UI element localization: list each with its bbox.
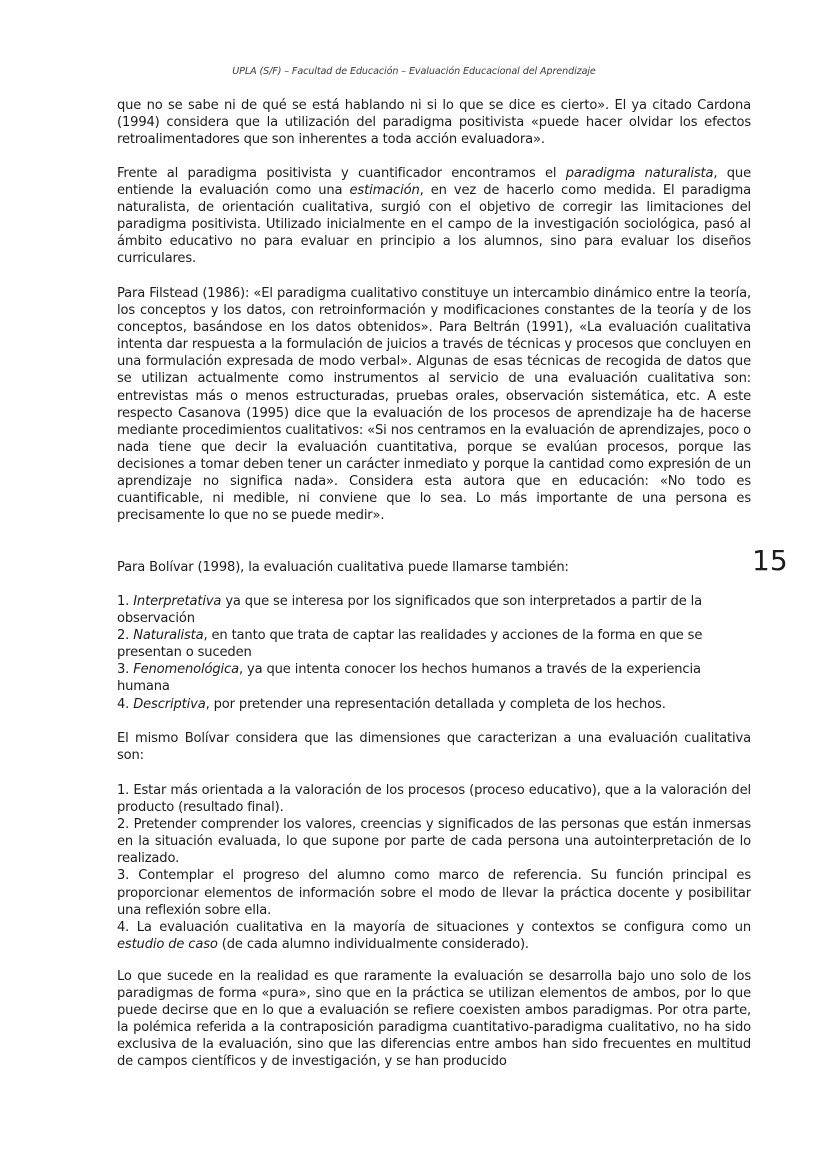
page-number: 15 bbox=[752, 544, 788, 577]
list-text: 4. La evaluación cualitativa en la mayoría de situaciones y contextos se configura como un bbox=[117, 919, 751, 935]
paragraph-text: que no se sabe ni de qué se está hablando ni si lo que se dice es cierto». El ya citado Cardona (1994) considera que la utilización del paradigma positivista «puede hacer olvidar los efectos retroalimentadores que son inherentes a toda acción evaluadora». bbox=[117, 98, 751, 148]
emphasis-paradigma-naturalista: paradigma naturalista bbox=[565, 166, 714, 181]
list-number: 1. bbox=[117, 594, 134, 609]
paragraph-dimensions-intro bbox=[117, 730, 751, 764]
text-run: Frente al paradigma positivista y cuantificador encontramos el bbox=[117, 166, 566, 181]
paragraph-text: Lo que sucede en la realidad es que raramente la evaluación se desarrolla bajo uno solo de los paradigmas de forma «pura», sino que en la práctica se utilizan elementos de ambos, por lo que puede decirse que en lo que a evaluación se refiere coexisten ambos paradigmas. Por otra parte, la polémica referida a la contraposición paradigma cuantitativo-paradigma cualitativo, no ha sido exclusiva de la evaluación, sino que las diferencias entre ambos han sido frecuentes en multitud de campos científicos y de investigación, y se han producido bbox=[117, 969, 751, 1070]
list-item bbox=[117, 919, 751, 953]
bolivar-list bbox=[117, 593, 751, 713]
text-run: , en vez de hacerlo como medida. El paradigma naturalista, de orientación cualitativa, surgió con el objetivo de corregir las limitaciones del paradigma positivista. Utilizado inicialmente en el campo de la investigación sociológica, pasó al ámbito educativo no para evaluar en principio a los alumnos, sino para evaluar los diseños curriculares. bbox=[117, 183, 751, 267]
paragraph-bolivar-intro bbox=[117, 559, 751, 576]
emphasis-estudio-de-caso: estudio de caso bbox=[117, 936, 218, 952]
text-run: , que entiende la evaluación como una bbox=[117, 166, 751, 199]
list-text: ya que se interesa por los significados que son interpretados a partir de la observación bbox=[117, 594, 702, 627]
list-term: Fenomenológica bbox=[133, 662, 239, 678]
paragraph-cardona bbox=[117, 97, 751, 148]
dimensions-list bbox=[117, 782, 751, 953]
paragraph-filstead bbox=[117, 285, 751, 524]
paragraph-text: Para Bolívar (1998), la evaluación cualitativa puede llamarse también: bbox=[117, 560, 569, 575]
list-item bbox=[117, 661, 751, 695]
list-text: , por pretender una representación detallada y completa de los hechos. bbox=[205, 696, 666, 712]
list-text: (de cada alumno individualmente considerado). bbox=[217, 936, 529, 952]
list-item: 1. Estar más orientada a la valoración de los procesos (proceso educativo), que a la valoración del producto (resultado final). bbox=[117, 783, 751, 816]
list-item: 3. Contemplar el progreso del alumno como marco de referencia. Su función principal es proporcionar elementos de información sobre el modo de llevar la práctica docente y posibilitar una reflexión sobre ella. bbox=[117, 868, 751, 918]
paragraph-naturalista bbox=[117, 165, 751, 268]
paragraph-text: El mismo Bolívar considera que las dimensiones que caracterizan a una evaluación cualitativa son: bbox=[117, 731, 751, 764]
list-text: , ya que intenta conocer los hechos humanos a través de la experiencia humana bbox=[117, 662, 701, 695]
list-term: Interpretativa bbox=[133, 594, 222, 609]
list-item: 2. Pretender comprender los valores, creencias y significados de las personas que están inmersas en la situación evaluada, lo que supone por parte de cada persona una autointerpretación de lo realizado. bbox=[117, 817, 751, 867]
list-text: , en tanto que trata de captar las realidades y acciones de la forma en que se presentan o suceden bbox=[117, 628, 703, 661]
emphasis-estimacion: estimación bbox=[349, 183, 420, 199]
paragraph-paradigms-coexist bbox=[117, 968, 751, 1071]
running-header: UPLA (S/F) – Facultad de Educación – Evaluación Educacional del Aprendizaje bbox=[232, 66, 596, 77]
list-number: 2. bbox=[117, 628, 134, 644]
list-item bbox=[117, 627, 751, 661]
list-item bbox=[117, 593, 751, 627]
paragraph-text: Para Filstead (1986): «El paradigma cualitativo constituye un intercambio dinámico entre la teoría, los conceptos y los datos, con retroinformación y modificaciones constantes de la teoría y de los conceptos, basándose en los datos obtenidos». Para Beltrán (1991), «La evaluación cualitativa intenta dar respuesta a la formulación de juicios a través de técnicas y procesos que concluyen en una formulación expresada de modo verbal». Algunas de esas técnicas de recogida de datos que se utilizan actualmente como instrumentos al servicio de una evaluación cualitativa son: entrevistas más o menos estructuradas, pruebas orales, observación sistemática, etc. A este respecto Casanova (1995) dice que la evaluación de los procesos de aprendizaje ha de hacerse mediante procedimientos cualitativos: «Si nos centramos en la evaluación de aprendizajes, poco o nada tiene que decir la evaluación cuantitativa, porque se evalúan procesos, porque las decisiones a tomar deben tener un carácter inmediato y porque la cantidad como expresión de un aprendizaje no significa nada». Considera esta autora que en educación: «No todo es cuantificable, ni medible, ni conviene que lo sea. Lo más importante de una persona es precisamente lo que no se puede medir». bbox=[117, 286, 751, 524]
list-item bbox=[117, 696, 751, 713]
paragraph-text bbox=[117, 165, 751, 268]
list-term: Descriptiva bbox=[133, 696, 206, 712]
list-number: 4. bbox=[117, 696, 134, 712]
list-number: 3. bbox=[117, 662, 134, 678]
list-term: Naturalista bbox=[133, 628, 204, 644]
